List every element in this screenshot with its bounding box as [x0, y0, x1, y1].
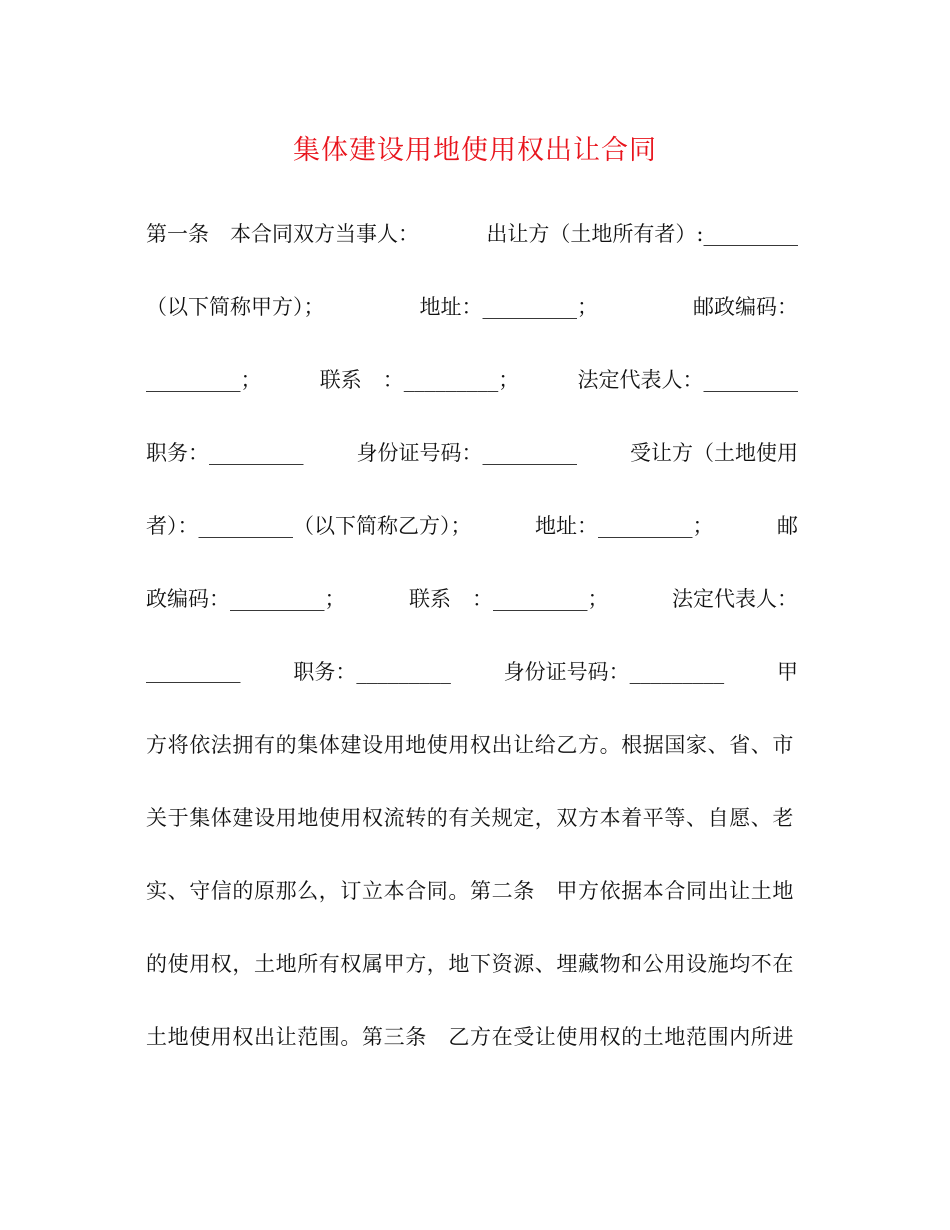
text-segment: _________； [146, 368, 262, 392]
text-line-4 [146, 434, 798, 470]
text-segment: 身份证号码：_________ [503, 660, 725, 684]
text-segment: 关于集体建设用地使用权流转的有关规定，双方本着平等、自愿、老 [146, 806, 794, 830]
text-line-12 [146, 1018, 798, 1054]
text-segment: 地址：_________； [419, 295, 598, 319]
text-segment: 政编码：_________； [146, 587, 346, 611]
text-segment: 甲 [776, 660, 798, 684]
text-line-5 [146, 507, 798, 543]
text-segment: 者）：_________（以下简称乙方）； [146, 514, 472, 538]
text-segment: 职务：_________ [293, 660, 451, 684]
text-line-8 [146, 726, 798, 762]
text-segment: 联系 ：_________； [319, 368, 520, 392]
text-segment: 实、守信的原那么，订立本合同。第二条 甲方依据本合同出让土地 [146, 879, 794, 903]
text-segment: 职务：_________ [146, 441, 304, 465]
text-line-3 [146, 361, 798, 397]
text-segment: _________ [146, 659, 241, 683]
text-segment: 受让方（土地使用 [630, 441, 798, 465]
text-segment: 第一条 本合同双方当事人： [146, 222, 419, 246]
text-segment: 地址：_________； [535, 514, 714, 538]
text-segment: 联系 ：_________； [409, 587, 609, 611]
text-segment: 法定代表人： [672, 587, 798, 611]
document-title: 集体建设用地使用权出让合同 [293, 135, 657, 166]
text-segment: 的使用权，土地所有权属甲方，地下资源、埋藏物和公用设施均不在 [146, 952, 794, 976]
text-segment: 邮 [777, 514, 798, 538]
text-segment: 法定代表人：_________ [577, 368, 798, 392]
text-line-7 [146, 653, 798, 689]
text-segment: 邮政编码： [693, 295, 798, 319]
text-line-9 [146, 799, 798, 835]
text-segment: 身份证号码：_________ [356, 441, 577, 465]
text-line-10 [146, 872, 798, 908]
text-segment: （以下简称甲方）； [146, 295, 325, 319]
text-line-11 [146, 945, 798, 981]
text-line-6 [146, 580, 798, 616]
text-line-2 [146, 288, 798, 324]
text-segment: 出让方（土地所有者）:_________ [486, 222, 798, 246]
text-line-1 [146, 215, 798, 251]
text-segment: 土地使用权出让范围。第三条 乙方在受让使用权的土地范围内所进 [146, 1025, 794, 1049]
text-segment: 方将依法拥有的集体建设用地使用权出让给乙方。根据国家、省、市 [146, 733, 794, 757]
